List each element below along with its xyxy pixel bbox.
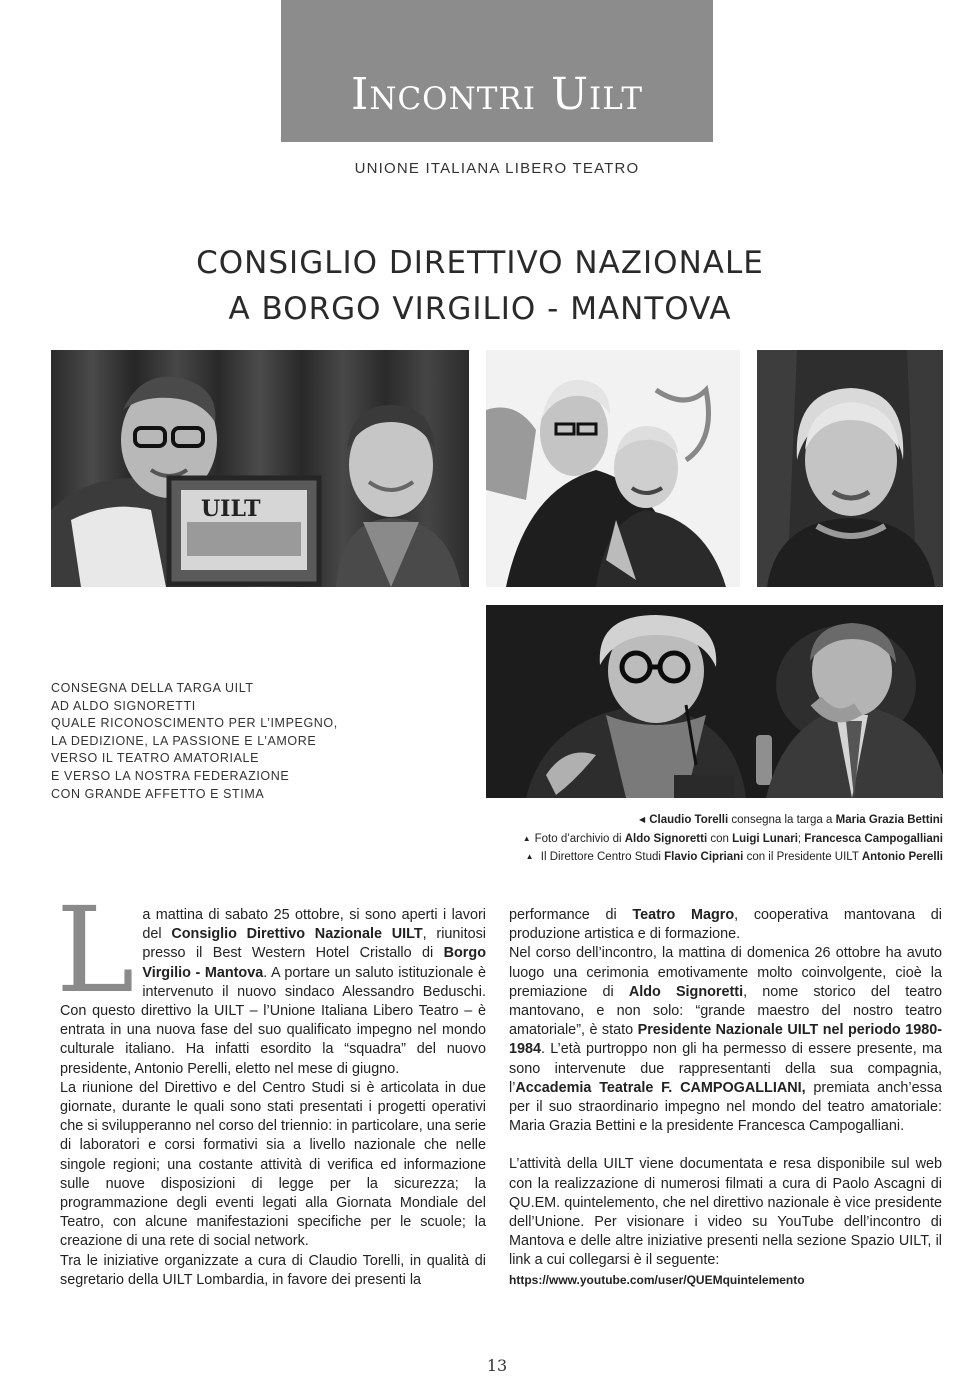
caption-line-2: ▲ Foto d’archivio di Aldo Signoretti con Luigi Lunari; Francesca Campogalliani xyxy=(523,830,943,849)
youtube-link[interactable]: https://www.youtube.com/user/QUEMquintelemento xyxy=(509,1272,805,1287)
article-title-line2: A BORGO VIRGILIO - MANTOVA xyxy=(228,291,732,327)
photo-captions xyxy=(523,811,943,867)
article-column-right xyxy=(509,906,942,1290)
paragraph: performance di Teatro Magro, cooperativa mantovana di produzione artistica e di formazione. xyxy=(509,907,942,943)
dedication-line: AD ALDO SIGNORETTI xyxy=(51,698,196,713)
paragraph: Nel corso dell’incontro, la mattina di domenica 26 ottobre ha avuto luogo una cerimonia emotivamente molto coinvolgente, cioè la premiazione di Aldo Signoretti, nome storico del teatro mantovano, e non solo: “grande maestro del nostro teatro amatoriale”, è stato Presidente Nazionale UILT nel periodo 1980-1984. L’età purtroppo non gli ha permesso di essere presente, ma sono intervenute due rappresentanti della sua compagnia, l’Accademia Teatrale F. CAMPOGALLIANI, premiata anch’essa per il suo straordinario impegno nel mondo del teatro amatoriale: Maria Grazia Bettini e la presidente Francesca Campogalliani. xyxy=(509,945,942,1135)
article-title-line1: CONSIGLIO DIRETTIVO NAZIONALE xyxy=(196,245,764,281)
caption-line-3: ▲ Il Direttore Centro Studi Flavio Cipriani con il Presidente UILT Antonio Perelli xyxy=(523,848,943,867)
photo-plaque-presentation xyxy=(51,350,469,587)
plaque-logo-text: UILT xyxy=(201,496,261,522)
triangle-up-icon: ▲ xyxy=(525,852,534,861)
dedication-line: VERSO IL TEATRO AMATORIALE xyxy=(51,751,260,766)
article-title xyxy=(0,240,960,332)
dedication-line: CONSEGNA DELLA TARGA UILT xyxy=(51,681,254,695)
dedication-line: CON GRANDE AFFETTO E STIMA xyxy=(51,786,265,801)
triangle-up-icon: ▲ xyxy=(522,833,531,843)
section-subtitle: UNIONE ITALIANA LIBERO TEATRO xyxy=(354,160,640,177)
caption-line-1: ◀ Claudio Torelli consegna la targa a Maria Grazia Bettini xyxy=(523,811,943,830)
section-title: Incontri Uilt xyxy=(350,69,644,120)
photo-director-president xyxy=(486,605,943,798)
paragraph: L’attività della UILT viene documentata e resa disponibile sul web con la realizzazione di numerosi filmati a cura di Paolo Ascagni di QU.EM. quintelemento, che nel direttivo nazionale è vice presidente dell’Unione. Per visionare i video su YouTube dell’incontro di Mantova e delle altre iniziative presenti nella sezione Spazio UILT, il link a cui collegarsi è il seguente: xyxy=(509,1156,942,1269)
dedication-line: LA DEDIZIONE, LA PASSIONE E L’AMORE xyxy=(51,733,317,748)
photo-portrait-woman xyxy=(757,350,943,587)
paragraph: La mattina di sabato 25 ottobre, si sono aperti i lavori del Consiglio Direttivo Nazionale UILT, riunitosi presso il Best Western Hotel Cristallo di Borgo Virgilio - Mantova. A portare un saluto istituzionale è intervenuto il nuovo sindaco Alessandro Beduschi. Con questo direttivo la UILT – l’Unione Italiana Libero Teatro – è entrata in una nuova fase del suo qualificato impegno nel mondo culturale italiano. Ha infatti esordito la “squadra” del nuovo presidente, Antonio Perelli, eletto nel mese di giugno. xyxy=(56,881,487,1077)
photo-archive xyxy=(486,350,740,587)
dedication-line: E VERSO LA NOSTRA FEDERAZIONE xyxy=(51,768,290,783)
triangle-left-icon: ◀ xyxy=(639,815,646,824)
paragraph: Tra le iniziative organizzate a cura di Claudio Torelli, in qualità di segretario della UILT Lombardia, in favore dei presenti la xyxy=(60,1252,486,1288)
dropcap: L xyxy=(56,881,135,1019)
header-banner xyxy=(281,0,713,142)
dedication-line: QUALE RICONOSCIMENTO PER L’IMPEGNO, xyxy=(51,716,338,731)
dedication-text xyxy=(51,680,338,803)
article-column-left xyxy=(56,881,487,1290)
paragraph: La riunione del Direttivo e del Centro Studi si è articolata in due giornate, durante le quali sono stati presentati i progetti operativi che si svilupperanno nel corso del triennio: in particolare, una serie di laboratori e corsi formativi sia a livello nazionale che nelle singole regioni; una costante attività di verifica ed informazione sulle nuove disposizioni di legge per la sicurezza; la programmazione degli eventi legati alla Giornata Mondiale del Teatro, con alcune manifestazioni specifiche per le scuole; la creazione di una rete di social network. xyxy=(60,1079,486,1250)
page-number: 13 xyxy=(486,1356,508,1375)
